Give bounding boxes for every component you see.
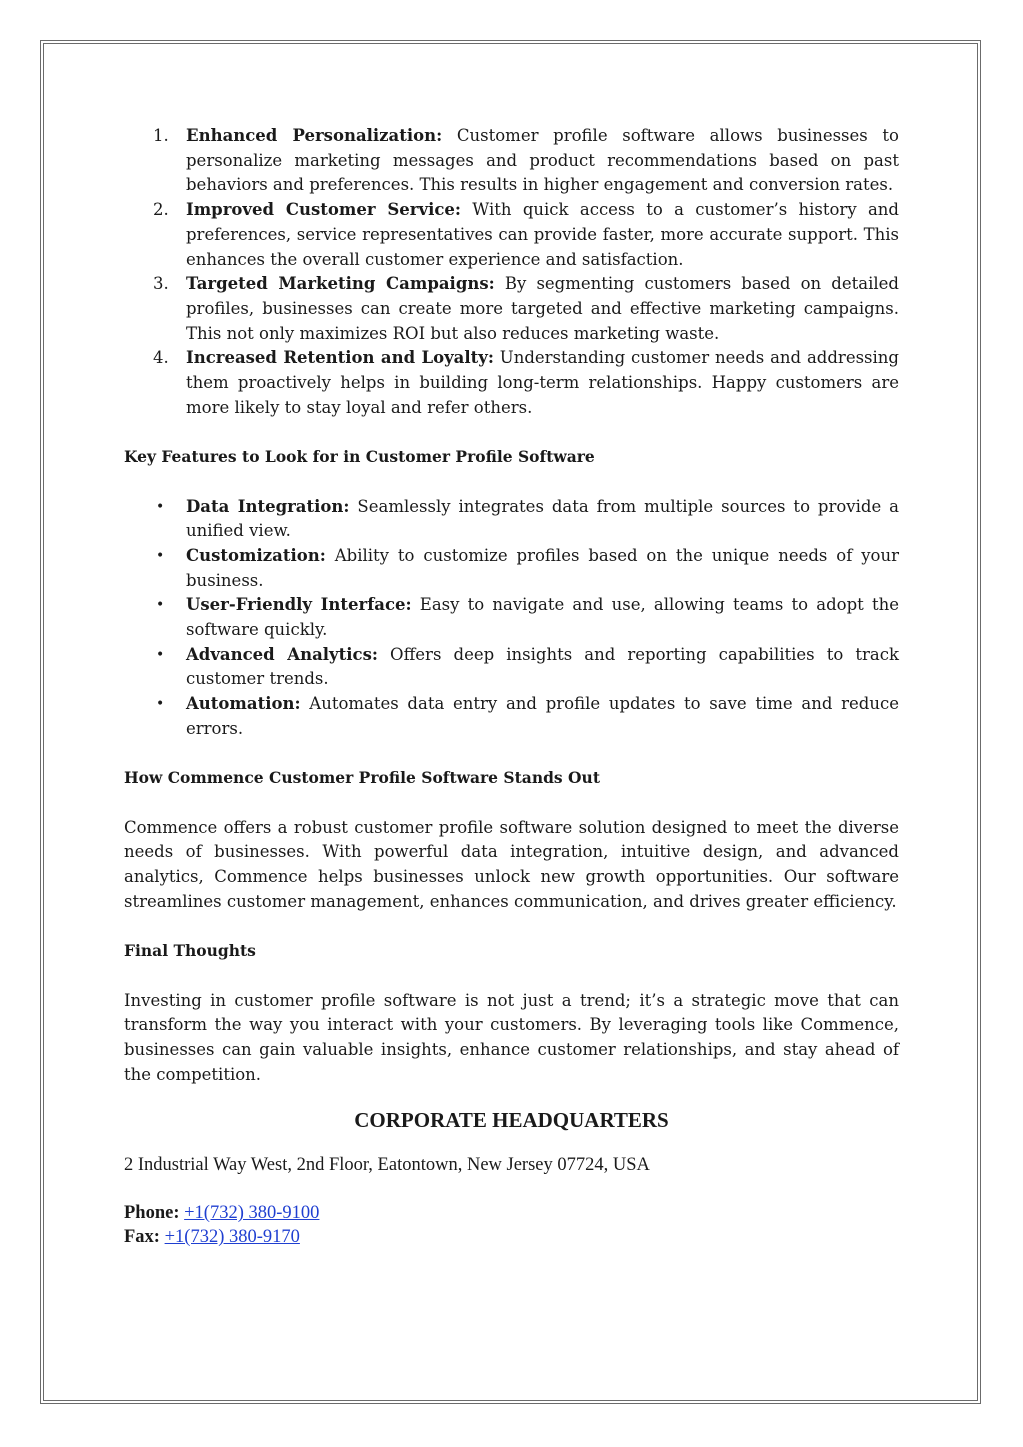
section-heading-final: Final Thoughts xyxy=(124,941,256,961)
fax-line xyxy=(124,1225,899,1249)
hq-address: 2 Industrial Way West, 2nd Floor, Eatontown, New Jersey 07724, USA xyxy=(124,1155,650,1176)
item-title: User-Friendly Interface: xyxy=(186,595,412,615)
list-item xyxy=(124,346,899,420)
item-text: With quick access to a customer’s history and preferences, service representatives can provide faster, more accurate support. This enhances the overall customer experience and satisfaction. xyxy=(186,200,899,269)
item-text: Ability to customize profiles based on the unique needs of your business. xyxy=(186,545,899,590)
item-title: Increased Retention and Loyalty: xyxy=(186,348,494,368)
list-item xyxy=(124,124,899,198)
item-text: Easy to navigate and use, allowing teams to adopt the software quickly. xyxy=(186,595,900,640)
list-number: 2. xyxy=(153,200,169,220)
fax-link[interactable]: +1(732) 380-9170 xyxy=(164,1227,300,1248)
phone-line xyxy=(124,1201,899,1225)
item-text: Offers deep insights and reporting capabilities to track customer trends. xyxy=(186,644,899,689)
final-paragraph: Investing in customer profile software is not just a trend; it’s a strategic move that can transform the way you interact with your customers. By leveraging tools like Commence, businesses can gain valuable insights, enhance customer relationships, and stay ahead of the competition. xyxy=(124,990,899,1084)
list-number: 1. xyxy=(153,126,169,145)
list-item xyxy=(124,643,899,692)
phone-label: Phone: xyxy=(124,1203,180,1224)
item-text: By segmenting customers based on detailed profiles, businesses can create more targeted and effective marketing campaigns. This not only maximizes ROI but also reduces marketing waste. xyxy=(186,274,899,343)
section-heading-features: Key Features to Look for in Customer Profile Software xyxy=(124,447,595,467)
bullet-icon: • xyxy=(156,597,165,614)
document-body xyxy=(124,124,899,1249)
hq-title: CORPORATE HEADQUARTERS xyxy=(354,1108,669,1133)
list-item xyxy=(124,544,899,593)
item-text: Understanding customer needs and addressing them proactively helps in building long-term relationships. Happy customers are more likely to stay loyal and refer others. xyxy=(186,348,899,417)
item-text: Automates data entry and profile updates to save time and reduce errors. xyxy=(186,694,899,738)
item-title: Data Integration: xyxy=(186,496,350,516)
features-list xyxy=(124,495,899,742)
list-number: 3. xyxy=(153,274,169,294)
item-text: Customer profile software allows businesses to personalize marketing messages and product recommendations based on past behaviors and preferences. This results in higher engagement and conversion rates. xyxy=(186,126,899,195)
item-title: Enhanced Personalization: xyxy=(186,126,443,145)
item-title: Targeted Marketing Campaigns: xyxy=(186,274,495,294)
phone-link[interactable]: +1(732) 380-9100 xyxy=(184,1203,320,1224)
list-number: 4. xyxy=(153,348,169,368)
item-title: Advanced Analytics: xyxy=(186,644,378,664)
item-title: Improved Customer Service: xyxy=(186,200,461,220)
bullet-icon: • xyxy=(156,498,165,515)
benefits-list xyxy=(124,124,899,420)
bullet-icon: • xyxy=(156,646,165,663)
item-title: Automation: xyxy=(186,694,301,714)
bullet-icon: • xyxy=(156,547,165,564)
list-item xyxy=(124,198,899,272)
list-item xyxy=(124,593,899,642)
list-item xyxy=(124,272,899,346)
list-item xyxy=(124,495,899,544)
fax-label: Fax: xyxy=(124,1227,160,1248)
list-item xyxy=(124,692,899,741)
standout-paragraph: Commence offers a robust customer profile software solution designed to meet the diverse needs of businesses. With powerful data integration, intuitive design, and advanced analytics, Commence helps businesses unlock new growth opportunities. Our software streamlines customer management, enhances communication, and drives greater efficiency. xyxy=(124,817,899,911)
bullet-icon: • xyxy=(156,696,165,713)
item-text: Seamlessly integrates data from multiple sources to provide a unified view. xyxy=(186,496,899,541)
section-heading-standout: How Commence Customer Profile Software Stands Out xyxy=(124,768,600,788)
item-title: Customization: xyxy=(186,545,326,565)
